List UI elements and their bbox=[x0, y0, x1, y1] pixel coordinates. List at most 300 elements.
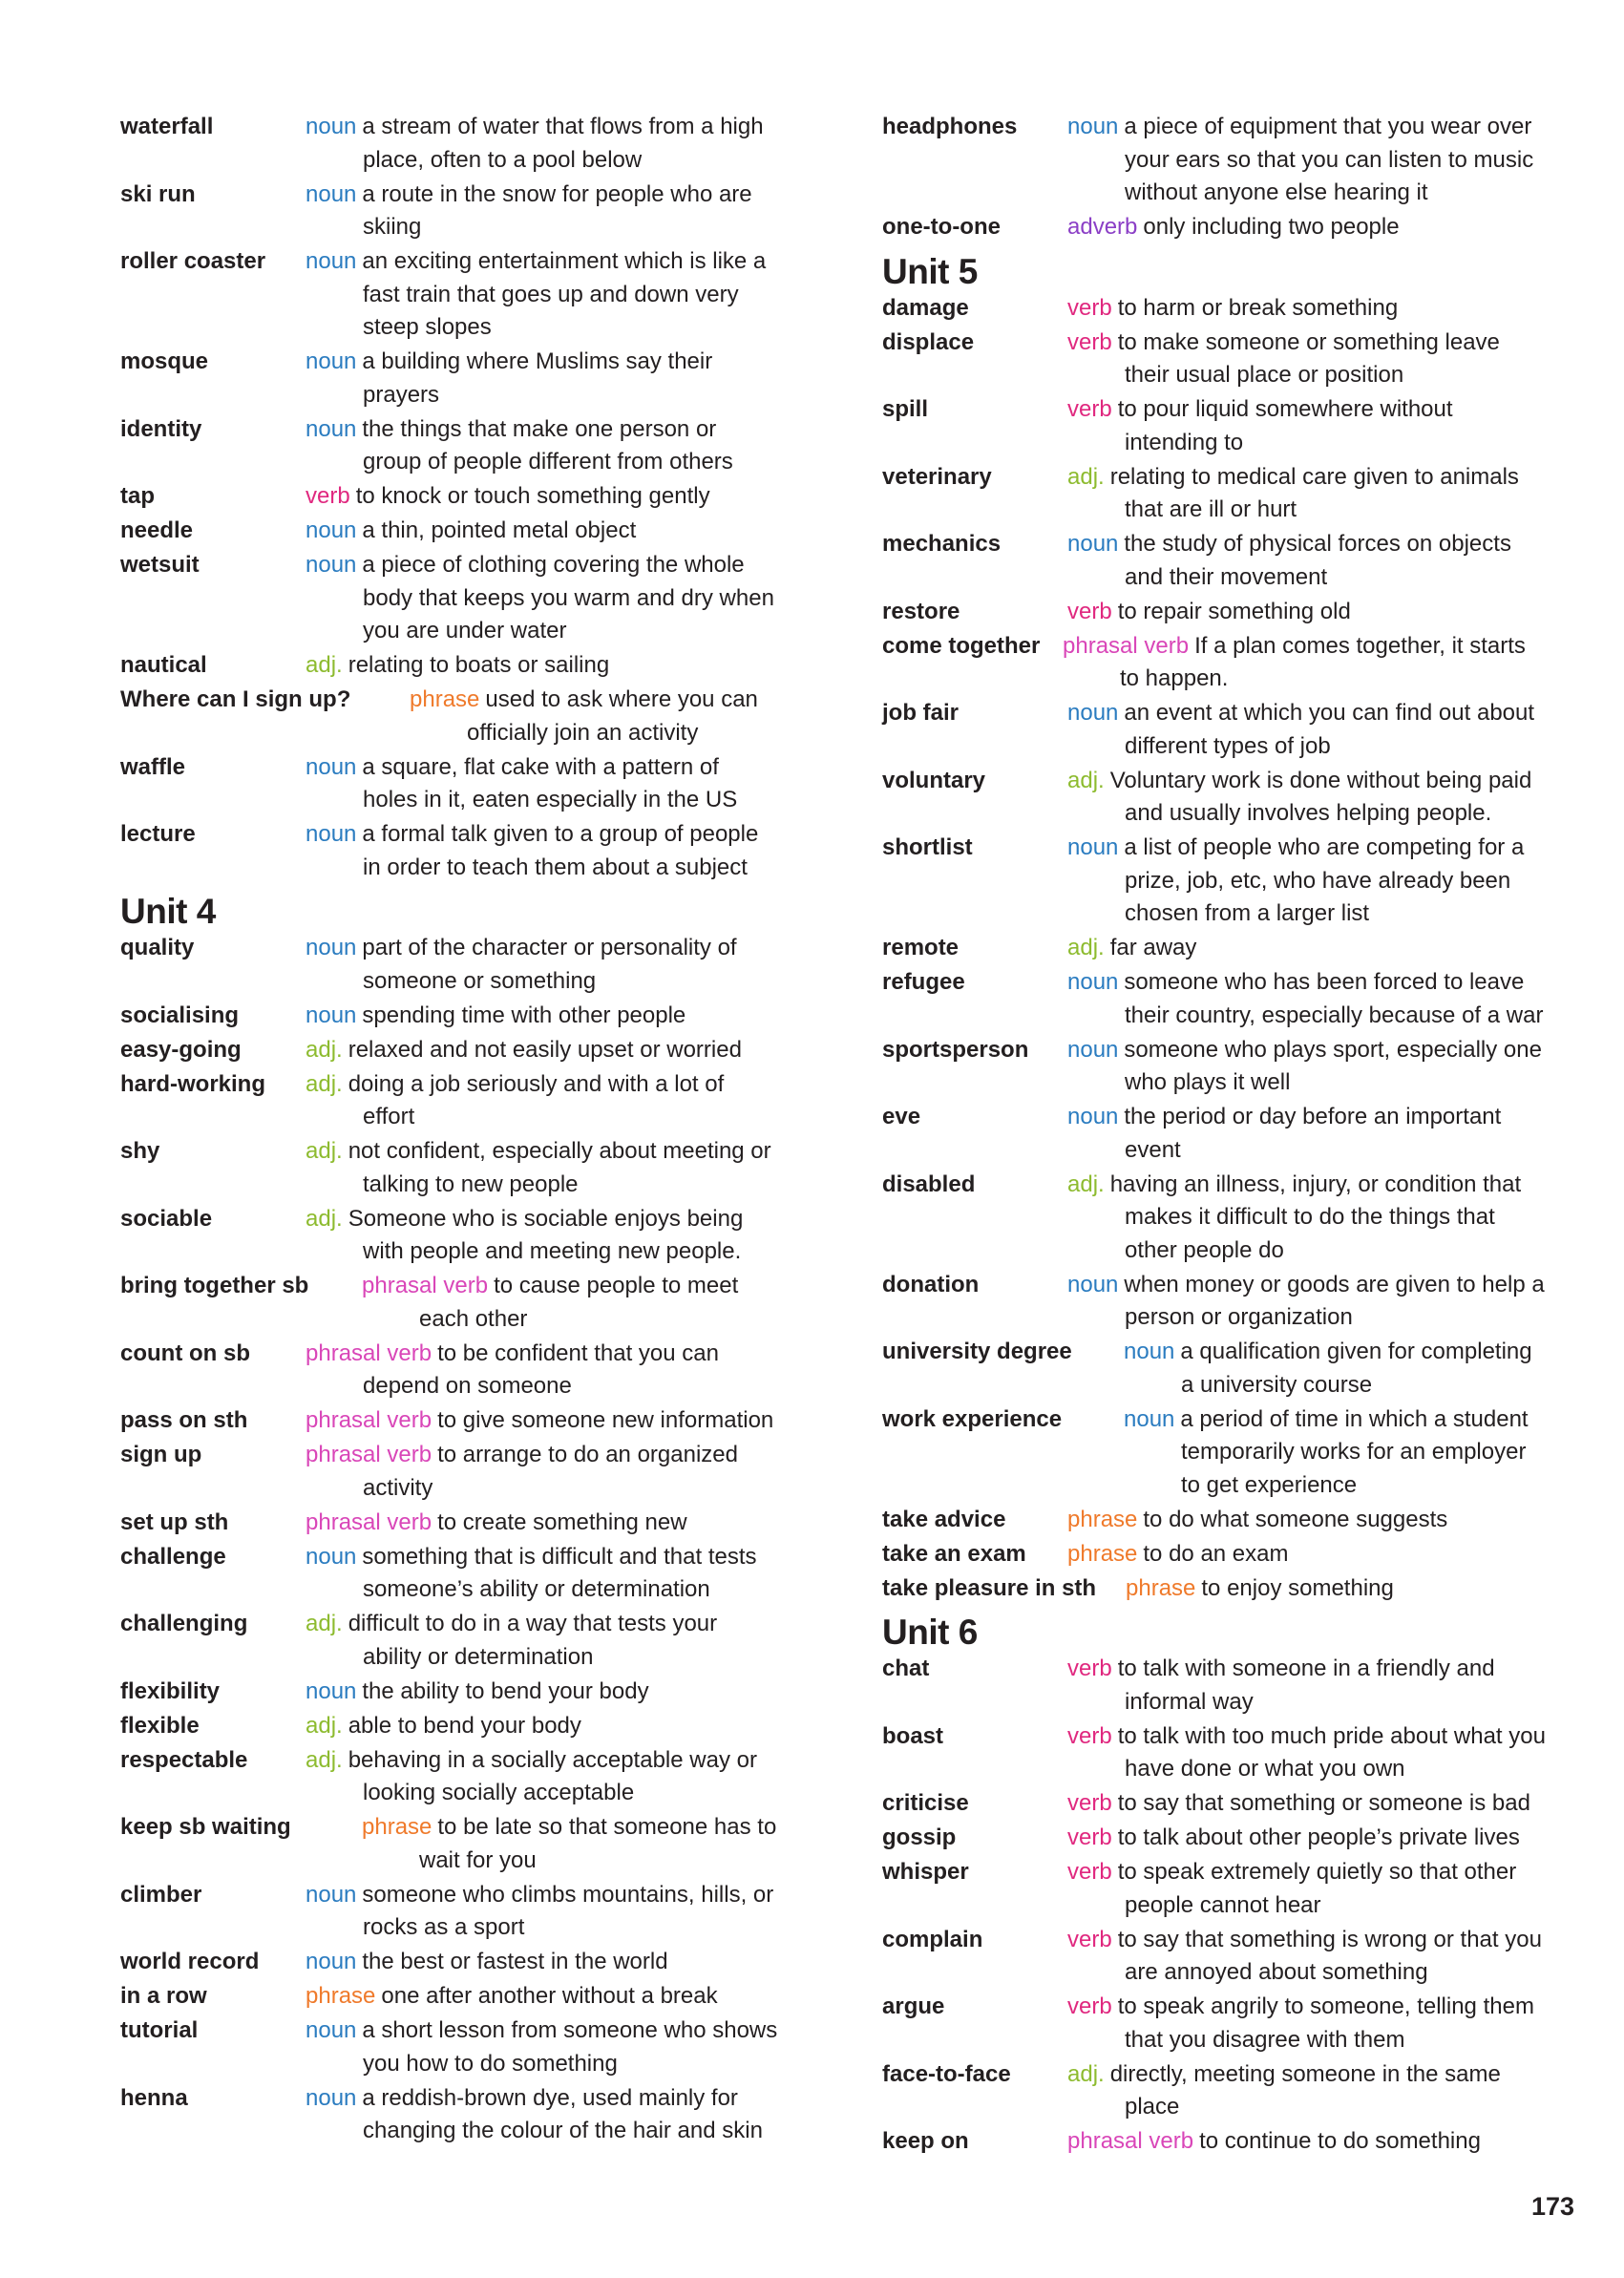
entry-keep-on bbox=[882, 2125, 1550, 2159]
definition bbox=[1067, 1856, 1550, 1922]
headword: headphones bbox=[882, 114, 1018, 139]
definition bbox=[306, 1946, 779, 1979]
headword: Where can I sign up? bbox=[120, 686, 351, 712]
part-of-speech: verb bbox=[1067, 1993, 1112, 2019]
headword: spill bbox=[882, 396, 929, 422]
headword: sociable bbox=[120, 1205, 213, 1232]
entry-work-experience bbox=[882, 1403, 1550, 1503]
headword: take pleasure in sth bbox=[882, 1574, 1097, 1601]
definition bbox=[306, 480, 779, 514]
definition-text: to cause people to meet each other bbox=[419, 1273, 739, 1332]
part-of-speech: phrase bbox=[1126, 1574, 1196, 1601]
definition-text: the ability to bend your body bbox=[362, 1677, 649, 1704]
part-of-speech: noun bbox=[1067, 700, 1119, 726]
definition bbox=[306, 932, 779, 998]
part-of-speech: noun bbox=[306, 1949, 357, 1974]
part-of-speech: noun bbox=[306, 753, 357, 780]
definition-text: a qualification given for completing a university course bbox=[1180, 1339, 1532, 1398]
headword: waterfall bbox=[120, 114, 214, 139]
definition bbox=[1067, 1720, 1550, 1786]
definition bbox=[306, 1034, 779, 1067]
headword: damage bbox=[882, 294, 969, 321]
definition bbox=[306, 1000, 779, 1033]
headword: set up sth bbox=[120, 1508, 229, 1535]
part-of-speech: phrasal verb bbox=[1063, 632, 1190, 659]
definition bbox=[306, 549, 779, 648]
definition-text: a period of time in which a student temporarily works for an employer to get experience bbox=[1180, 1405, 1529, 1498]
definition bbox=[1067, 1269, 1550, 1335]
definition bbox=[362, 1811, 779, 1877]
headword: criticise bbox=[882, 1790, 969, 1816]
entry-spill bbox=[882, 393, 1550, 459]
definition-text: able to bend your body bbox=[348, 1712, 581, 1739]
definition bbox=[306, 1879, 779, 1945]
entry-disabled bbox=[882, 1169, 1550, 1268]
definition bbox=[306, 1068, 779, 1134]
part-of-speech: noun bbox=[306, 348, 357, 374]
headword: flexibility bbox=[120, 1677, 221, 1704]
definition bbox=[306, 751, 779, 817]
entry-bring-together-sb bbox=[120, 1270, 779, 1336]
part-of-speech: phrase bbox=[306, 1983, 376, 2009]
definition-text: to speak angrily to someone, telling them that you disagree with them bbox=[1117, 1993, 1534, 2053]
entry-respectable bbox=[120, 1744, 779, 1810]
definition bbox=[306, 1203, 779, 1269]
definition bbox=[1067, 111, 1550, 210]
part-of-speech: verb bbox=[1067, 1790, 1112, 1816]
part-of-speech: adj. bbox=[306, 1070, 343, 1097]
part-of-speech: phrase bbox=[362, 1814, 432, 1840]
part-of-speech: adj. bbox=[306, 1611, 343, 1636]
part-of-speech: noun bbox=[306, 2017, 357, 2043]
part-of-speech: adverb bbox=[1067, 214, 1138, 240]
part-of-speech: noun bbox=[306, 180, 357, 207]
definition-text: an event at which you can find out about different types of job bbox=[1124, 700, 1535, 759]
definition-text: a thin, pointed metal object bbox=[362, 517, 637, 543]
headword: boast bbox=[882, 1722, 944, 1749]
part-of-speech: phrasal verb bbox=[362, 1273, 489, 1298]
definition bbox=[1067, 1653, 1550, 1719]
definition-text: a short lesson from someone who shows you how to do something bbox=[362, 2017, 778, 2077]
definition bbox=[306, 1507, 779, 1540]
part-of-speech: verb bbox=[1067, 598, 1112, 624]
entry-shortlist bbox=[882, 832, 1550, 931]
definition bbox=[1067, 461, 1550, 527]
part-of-speech: noun bbox=[306, 1543, 357, 1570]
headword: easy-going bbox=[120, 1036, 242, 1063]
definition-text: one after another without a break bbox=[381, 1983, 718, 2009]
entry-complain bbox=[882, 1924, 1550, 1990]
headword: take an exam bbox=[882, 1540, 1026, 1567]
entry-mechanics bbox=[882, 528, 1550, 594]
entry-take-an-exam bbox=[882, 1538, 1550, 1571]
headword: shy bbox=[120, 1138, 160, 1164]
entry-job-fair bbox=[882, 697, 1550, 763]
definition bbox=[306, 2014, 779, 2080]
definition bbox=[1067, 1169, 1550, 1268]
page-number: 173 bbox=[1530, 2192, 1574, 2221]
definition bbox=[1067, 2058, 1550, 2124]
part-of-speech: noun bbox=[306, 552, 357, 578]
entry-damage bbox=[882, 292, 1550, 326]
definition-text: to do an exam bbox=[1143, 1540, 1289, 1567]
definition bbox=[306, 1135, 779, 1201]
headword: donation bbox=[882, 1271, 980, 1297]
entry-climber bbox=[120, 1879, 779, 1945]
headword: one-to-one bbox=[882, 214, 1001, 240]
entry-quality bbox=[120, 932, 779, 998]
part-of-speech: noun bbox=[1067, 1104, 1119, 1129]
definition-text: behaving in a socially acceptable way or looking socially acceptable bbox=[348, 1746, 757, 1805]
unit-heading-unit-6: Unit 6 bbox=[882, 1613, 978, 1652]
definition-text: to say that something is wrong or that you are annoyed about something bbox=[1117, 1926, 1542, 1985]
definition-text: to be confident that you can depend on someone bbox=[363, 1339, 719, 1399]
definition bbox=[1126, 1572, 1550, 1606]
definition bbox=[1067, 393, 1550, 459]
definition-text: relating to boats or sailing bbox=[348, 652, 610, 678]
definition-text: a stream of water that flows from a high place, often to a pool below bbox=[362, 114, 764, 173]
definition-text: Someone who is sociable enjoys being with people and meeting new people. bbox=[348, 1205, 744, 1264]
headword: work experience bbox=[882, 1405, 1063, 1432]
part-of-speech: phrasal verb bbox=[306, 1508, 432, 1535]
headword: henna bbox=[120, 2084, 188, 2111]
definition-text: an exciting entertainment which is like a fast train that goes up and down very steep slopes bbox=[362, 248, 767, 340]
entry-tap bbox=[120, 480, 779, 514]
part-of-speech: noun bbox=[306, 1002, 357, 1028]
headword: identity bbox=[120, 415, 202, 442]
headword: displace bbox=[882, 328, 975, 355]
definition bbox=[306, 1676, 779, 1709]
definition-text: to knock or touch something gently bbox=[355, 483, 710, 509]
definition-text: not confident, especially about meeting or talking to new people bbox=[348, 1138, 771, 1197]
entry-flexible bbox=[120, 1710, 779, 1743]
definition bbox=[1067, 327, 1550, 392]
part-of-speech: verb bbox=[1067, 1859, 1112, 1885]
entry-challenge bbox=[120, 1541, 779, 1607]
definition bbox=[1067, 596, 1550, 629]
entry-sociable bbox=[120, 1203, 779, 1269]
entry-socialising bbox=[120, 1000, 779, 1033]
definition-text: part of the character or personality of someone or something bbox=[362, 935, 737, 994]
definition bbox=[306, 649, 779, 683]
entry-take-advice bbox=[882, 1504, 1550, 1537]
entry-sign-up bbox=[120, 1439, 779, 1505]
headword: quality bbox=[120, 935, 195, 960]
part-of-speech: phrasal verb bbox=[306, 1339, 432, 1366]
part-of-speech: phrasal verb bbox=[1067, 2128, 1194, 2154]
part-of-speech: verb bbox=[1067, 294, 1112, 321]
definition-text: to pour liquid somewhere without intending to bbox=[1117, 396, 1453, 455]
part-of-speech: noun bbox=[306, 1881, 357, 1908]
headword: hard-working bbox=[120, 1070, 266, 1097]
part-of-speech: verb bbox=[306, 483, 350, 509]
entry-lecture bbox=[120, 818, 779, 884]
definition-text: a building where Muslims say their prayers bbox=[362, 348, 713, 408]
definition bbox=[1067, 932, 1550, 965]
headword: voluntary bbox=[882, 767, 986, 793]
entry-waffle bbox=[120, 751, 779, 817]
definition bbox=[1067, 1924, 1550, 1990]
entry-come-together bbox=[882, 630, 1550, 696]
definition-text: to arrange to do an organized activity bbox=[363, 1442, 738, 1501]
part-of-speech: noun bbox=[1067, 531, 1119, 557]
entry-set-up-sth bbox=[120, 1507, 779, 1540]
headword: gossip bbox=[882, 1825, 957, 1850]
entry-identity bbox=[120, 413, 779, 479]
definition-text: to talk about other people’s private lives bbox=[1117, 1825, 1520, 1850]
entry-sportsperson bbox=[882, 1034, 1550, 1100]
definition bbox=[306, 1980, 779, 2014]
headword: sign up bbox=[120, 1442, 202, 1467]
headword: wetsuit bbox=[120, 552, 200, 578]
part-of-speech: noun bbox=[1124, 1405, 1175, 1432]
definition bbox=[1067, 1538, 1550, 1571]
definition bbox=[306, 413, 779, 479]
definition-text: to talk with too much pride about what you have done or what you own bbox=[1117, 1722, 1546, 1782]
headword: come together bbox=[882, 632, 1041, 659]
definition-text: a route in the snow for people who are skiing bbox=[362, 180, 752, 240]
right-column bbox=[882, 111, 1550, 2160]
definition-text: far away bbox=[1109, 935, 1197, 960]
definition bbox=[306, 1439, 779, 1505]
headword: count on sb bbox=[120, 1339, 250, 1366]
entry-eve bbox=[882, 1101, 1550, 1167]
definition-text: something that is difficult and that tests someone’s ability or determination bbox=[362, 1543, 757, 1602]
entry-where-can-i-sign-up bbox=[120, 684, 779, 749]
entry-waterfall bbox=[120, 111, 779, 177]
headword: tutorial bbox=[120, 2017, 199, 2043]
definition bbox=[306, 2082, 779, 2148]
definition-text: to enjoy something bbox=[1201, 1574, 1394, 1601]
entry-pass-on-sth bbox=[120, 1404, 779, 1438]
definition bbox=[306, 1710, 779, 1743]
headword: disabled bbox=[882, 1171, 976, 1197]
entry-boast bbox=[882, 1720, 1550, 1786]
entry-veterinary bbox=[882, 461, 1550, 527]
part-of-speech: verb bbox=[1067, 1722, 1112, 1749]
definition-text: when money or goods are given to help a person or organization bbox=[1124, 1271, 1545, 1330]
definition-text: to do what someone suggests bbox=[1143, 1506, 1448, 1532]
entry-one-to-one bbox=[882, 211, 1550, 244]
headword: roller coaster bbox=[120, 248, 266, 274]
entry-easy-going bbox=[120, 1034, 779, 1067]
entry-wetsuit bbox=[120, 549, 779, 648]
entry-world-record bbox=[120, 1946, 779, 1979]
part-of-speech: noun bbox=[306, 517, 357, 543]
definition bbox=[1067, 1822, 1550, 1855]
entry-challenging bbox=[120, 1608, 779, 1674]
entry-displace bbox=[882, 327, 1550, 392]
part-of-speech: phrase bbox=[410, 686, 480, 712]
entry-shy bbox=[120, 1135, 779, 1201]
entry-henna bbox=[120, 2082, 779, 2148]
entry-count-on-sb bbox=[120, 1338, 779, 1403]
definition-text: to make someone or something leave their usual place or position bbox=[1117, 328, 1500, 388]
part-of-speech: adj. bbox=[306, 1036, 343, 1063]
headword: needle bbox=[120, 517, 194, 543]
entry-whisper bbox=[882, 1856, 1550, 1922]
headword: keep on bbox=[882, 2128, 969, 2154]
entry-chat bbox=[882, 1653, 1550, 1719]
definition bbox=[1067, 211, 1550, 244]
part-of-speech: noun bbox=[1067, 1036, 1119, 1063]
definition bbox=[1067, 966, 1550, 1032]
part-of-speech: noun bbox=[306, 935, 357, 960]
part-of-speech: verb bbox=[1067, 1656, 1112, 1681]
definition-text: having an illness, injury, or condition that makes it difficult to do the things that other people do bbox=[1109, 1171, 1522, 1263]
part-of-speech: verb bbox=[1067, 1825, 1112, 1850]
headword: university degree bbox=[882, 1339, 1072, 1364]
definition bbox=[306, 515, 779, 548]
part-of-speech: adj. bbox=[1067, 463, 1105, 490]
definition bbox=[306, 1404, 779, 1438]
part-of-speech: noun bbox=[306, 114, 357, 139]
definition-text: a list of people who are competing for a prize, job, etc, who have already been chosen from a larger list bbox=[1124, 834, 1525, 926]
definition bbox=[1124, 1403, 1550, 1503]
definition bbox=[306, 1541, 779, 1607]
definition-text: to create something new bbox=[437, 1508, 687, 1535]
headword: complain bbox=[882, 1926, 983, 1952]
headword: bring together sb bbox=[120, 1273, 309, 1298]
entry-mosque bbox=[120, 346, 779, 411]
headword: veterinary bbox=[882, 463, 992, 490]
headword: nautical bbox=[120, 652, 207, 678]
headword: restore bbox=[882, 598, 960, 624]
part-of-speech: noun bbox=[1067, 114, 1119, 139]
definition-text: the best or fastest in the world bbox=[362, 1949, 668, 1974]
headword: take advice bbox=[882, 1506, 1006, 1532]
left-column bbox=[120, 111, 779, 2149]
definition bbox=[306, 818, 779, 884]
headword: job fair bbox=[882, 700, 960, 726]
part-of-speech: phrasal verb bbox=[306, 1442, 432, 1467]
entry-nautical bbox=[120, 649, 779, 683]
definition bbox=[306, 1608, 779, 1674]
definition-text: relaxed and not easily upset or worried bbox=[348, 1036, 742, 1063]
part-of-speech: noun bbox=[1067, 969, 1119, 995]
entry-university-degree bbox=[882, 1336, 1550, 1402]
entry-needle bbox=[120, 515, 779, 548]
definition bbox=[1067, 292, 1550, 326]
definition bbox=[306, 179, 779, 244]
definition-text: to talk with someone in a friendly and informal way bbox=[1117, 1656, 1495, 1715]
entry-restore bbox=[882, 596, 1550, 629]
definition-text: to speak extremely quietly so that other people cannot hear bbox=[1117, 1859, 1517, 1918]
definition bbox=[1067, 765, 1550, 831]
definition bbox=[1067, 1787, 1550, 1821]
definition-text: only including two people bbox=[1143, 214, 1400, 240]
part-of-speech: adj. bbox=[306, 1138, 343, 1164]
definition bbox=[1067, 1504, 1550, 1537]
headword: sportsperson bbox=[882, 1036, 1029, 1063]
entry-in-a-row bbox=[120, 1980, 779, 2014]
part-of-speech: verb bbox=[1067, 328, 1112, 355]
headword: whisper bbox=[882, 1859, 969, 1885]
definition-text: Voluntary work is done without being paid and usually involves helping people. bbox=[1109, 767, 1532, 826]
headword: flexible bbox=[120, 1712, 200, 1739]
definition-text: the period or day before an important event bbox=[1124, 1104, 1502, 1163]
headword: world record bbox=[120, 1949, 260, 1974]
headword: socialising bbox=[120, 1002, 240, 1028]
definition bbox=[1067, 832, 1550, 931]
headword: in a row bbox=[120, 1983, 207, 2009]
definition bbox=[1124, 1336, 1550, 1402]
entry-flexibility bbox=[120, 1676, 779, 1709]
definition-text: If a plan comes together, it starts to happen. bbox=[1120, 632, 1526, 691]
unit-heading-unit-5: Unit 5 bbox=[882, 251, 978, 291]
part-of-speech: adj. bbox=[306, 652, 343, 678]
part-of-speech: noun bbox=[306, 2084, 357, 2111]
definition-text: spending time with other people bbox=[362, 1002, 686, 1028]
headword: respectable bbox=[120, 1746, 248, 1773]
definition-text: someone who has been forced to leave their country, especially because of a war bbox=[1124, 969, 1544, 1028]
definition-text: a piece of clothing covering the whole body that keeps you warm and dry when you are under water bbox=[362, 552, 774, 643]
definition-text: relating to medical care given to animals that are ill or hurt bbox=[1109, 463, 1519, 522]
headword: tap bbox=[120, 483, 155, 509]
part-of-speech: verb bbox=[1067, 1926, 1112, 1952]
definition bbox=[306, 1338, 779, 1403]
entry-remote bbox=[882, 932, 1550, 965]
definition-text: the study of physical forces on objects and their movement bbox=[1124, 531, 1511, 590]
part-of-speech: phrase bbox=[1067, 1506, 1138, 1532]
definition bbox=[1067, 1034, 1550, 1100]
definition-text: a reddish-brown dye, used mainly for changing the colour of the hair and skin bbox=[362, 2084, 763, 2143]
definition-text: to repair something old bbox=[1117, 598, 1351, 624]
part-of-speech: adj. bbox=[306, 1746, 343, 1773]
entry-hard-working bbox=[120, 1068, 779, 1134]
headword: waffle bbox=[120, 753, 186, 780]
headword: mosque bbox=[120, 348, 209, 374]
headword: chat bbox=[882, 1656, 930, 1681]
definition-text: a formal talk given to a group of people in order to teach them about a subject bbox=[362, 821, 759, 880]
entry-criticise bbox=[882, 1787, 1550, 1821]
headword: shortlist bbox=[882, 834, 973, 860]
headword: remote bbox=[882, 935, 960, 960]
headword: pass on sth bbox=[120, 1407, 248, 1433]
part-of-speech: phrasal verb bbox=[306, 1407, 432, 1433]
definition-text: someone who plays sport, especially one who plays it well bbox=[1124, 1036, 1542, 1095]
headword: climber bbox=[120, 1881, 202, 1908]
part-of-speech: noun bbox=[306, 248, 357, 274]
definition-text: a piece of equipment that you wear over your ears so that you can listen to music without anyone else hearing it bbox=[1124, 114, 1534, 205]
definition bbox=[1067, 1991, 1550, 2057]
headword: ski run bbox=[120, 180, 196, 207]
part-of-speech: noun bbox=[1067, 1271, 1119, 1297]
definition-text: to give someone new information bbox=[437, 1407, 774, 1433]
entry-donation bbox=[882, 1269, 1550, 1335]
entry-ski-run bbox=[120, 179, 779, 244]
part-of-speech: adj. bbox=[1067, 767, 1105, 793]
definition-text: the things that make one person or group of people different from others bbox=[362, 415, 733, 475]
definition-text: used to ask where you can officially join an activity bbox=[467, 686, 758, 746]
headword: refugee bbox=[882, 969, 965, 995]
definition bbox=[1067, 1101, 1550, 1167]
definition-text: directly, meeting someone in the same place bbox=[1109, 2060, 1501, 2120]
part-of-speech: noun bbox=[1067, 834, 1119, 860]
entry-roller-coaster bbox=[120, 245, 779, 345]
entry-take-pleasure-in-sth bbox=[882, 1572, 1550, 1606]
definition-text: a square, flat cake with a pattern of holes in it, eaten especially in the US bbox=[362, 753, 738, 812]
headword: eve bbox=[882, 1104, 921, 1129]
part-of-speech: adj. bbox=[306, 1712, 343, 1739]
definition bbox=[410, 684, 779, 749]
entry-headphones bbox=[882, 111, 1550, 210]
part-of-speech: noun bbox=[1124, 1339, 1175, 1364]
definition bbox=[1067, 528, 1550, 594]
part-of-speech: adj. bbox=[1067, 1171, 1105, 1197]
part-of-speech: verb bbox=[1067, 396, 1112, 422]
entry-gossip bbox=[882, 1822, 1550, 1855]
